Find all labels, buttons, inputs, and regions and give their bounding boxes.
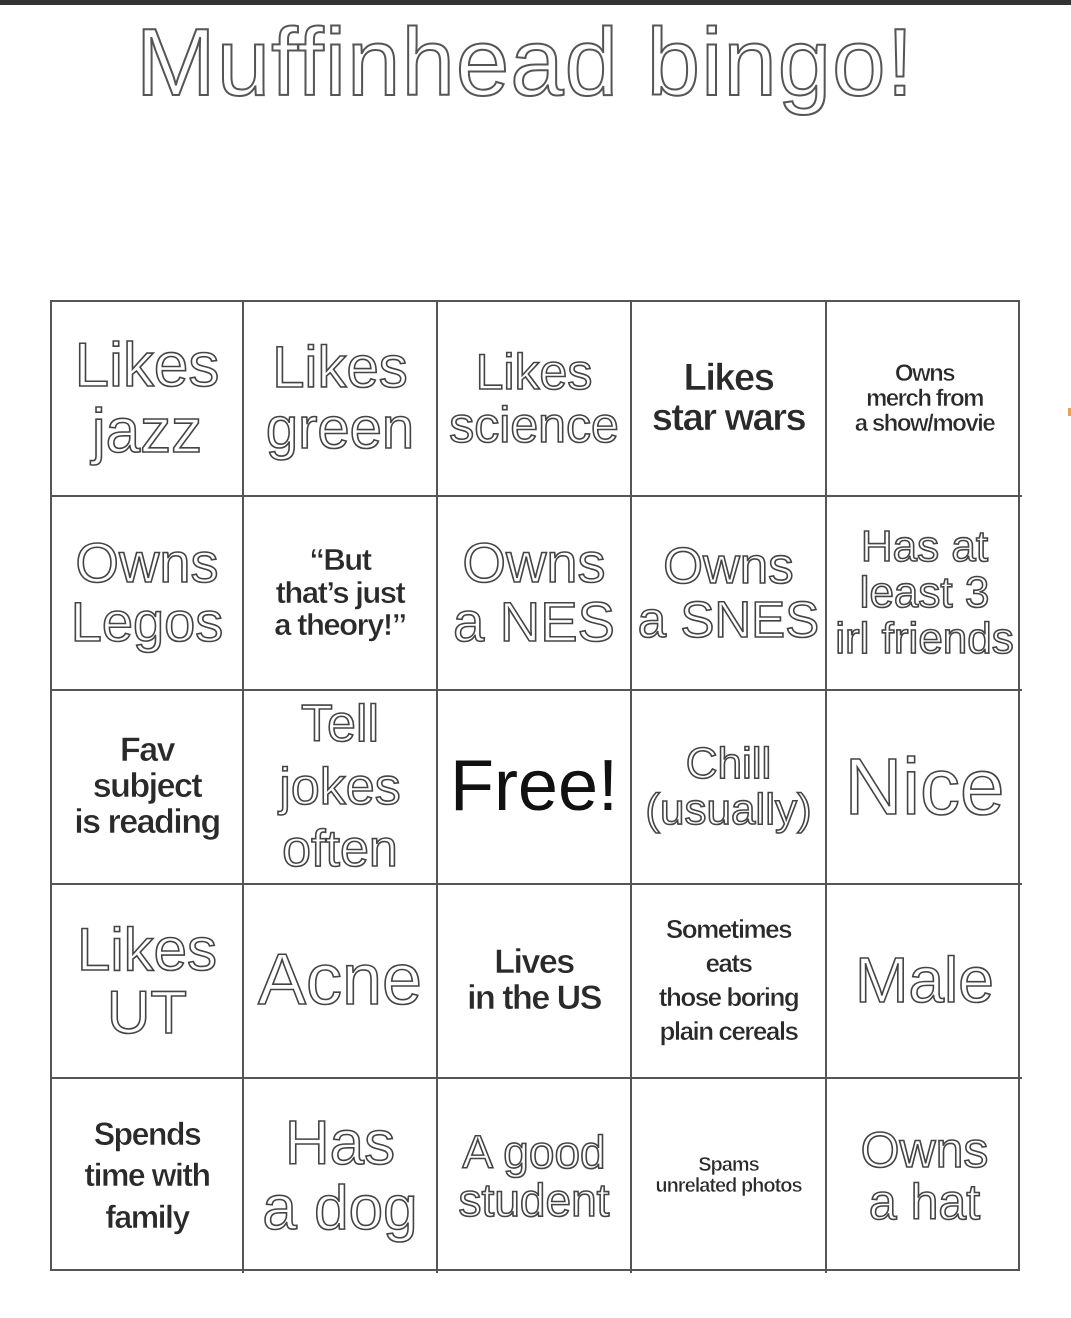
page-title: Muffinhead bingo! xyxy=(135,9,915,116)
bingo-cell[interactable]: Owns a SNES xyxy=(632,497,827,691)
bingo-cell[interactable]: Fav subject is reading xyxy=(52,691,244,885)
bingo-grid xyxy=(50,300,1020,1271)
bingo-cell[interactable]: Has at least 3 irl friends xyxy=(827,497,1022,691)
bingo-cell[interactable]: A good student xyxy=(438,1079,632,1273)
bingo-cell[interactable]: Chill (usually) xyxy=(632,691,827,885)
bingo-cell[interactable]: Owns a NES xyxy=(438,497,632,691)
bingo-cell[interactable]: Lives in the US xyxy=(438,885,632,1079)
bingo-cell[interactable]: Owns a hat xyxy=(860,1121,989,1230)
bingo-cell[interactable]: Owns Legos xyxy=(52,497,244,691)
bingo-cell[interactable]: Spends time with family xyxy=(52,1079,244,1273)
bingo-cell[interactable]: Spams unrelated photos xyxy=(632,1079,827,1273)
bingo-cell[interactable]: “But that’s just a theory!” xyxy=(244,497,438,691)
bingo-cell[interactable]: Likes jazz xyxy=(52,302,244,497)
bingo-cell[interactable]: Tell jokes often xyxy=(244,691,438,885)
bingo-cell[interactable]: Male xyxy=(827,885,1022,1079)
bingo-cell[interactable]: Sometimes eats those boring plain cereals xyxy=(632,885,827,1079)
bingo-cell[interactable]: Nice xyxy=(827,691,1022,885)
bingo-cell[interactable]: Owns merch from a show/movie xyxy=(827,302,1022,497)
bingo-cell[interactable]: Likes UT xyxy=(52,885,244,1079)
bingo-cell[interactable]: Acne xyxy=(244,885,438,1079)
bingo-cell[interactable]: Likes green xyxy=(244,302,438,497)
free-cell[interactable]: Free! xyxy=(438,691,632,885)
bingo-cell[interactable]: Likes star wars xyxy=(632,302,827,497)
top-bar xyxy=(0,0,1071,5)
bingo-cell[interactable]: Likes science xyxy=(438,302,632,497)
bingo-cell[interactable]: Has a dog xyxy=(244,1079,438,1273)
